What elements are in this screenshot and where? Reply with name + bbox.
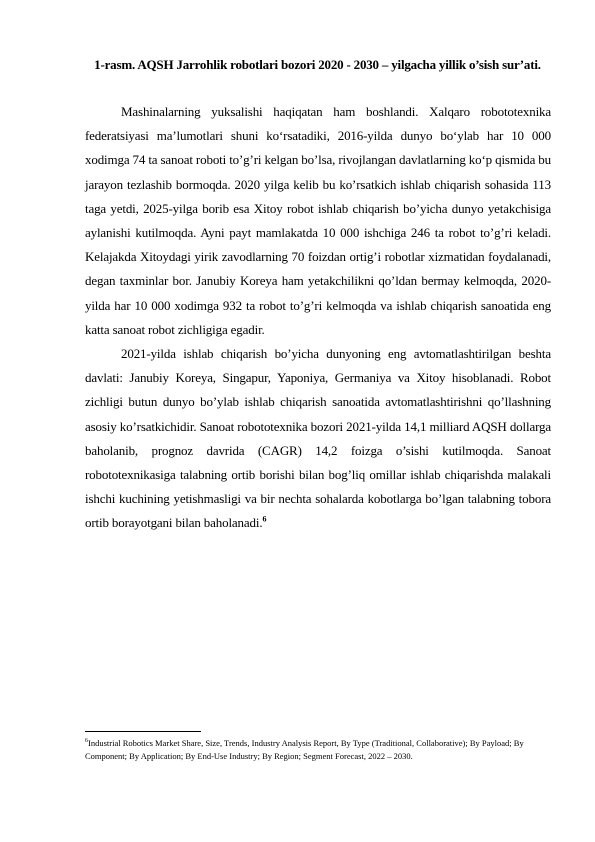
paragraph-2-text: 2021-yilda ishlab chiqarish bo’yicha dunyoning eng avtomatlashtirilgan beshta davlati: Janubiy Koreya, Singapur, Yaponiya, Germaniya va Xitoy hisoblanadi. Robot zichligi butun dunyo bo’ylab ishlab chiqarish sanoatida avtomatlashtirishni qo’llashning asosiy ko’rsatkichidir. Sanoat robototexnika bozori 2021-yilda 14,1 milliard AQSH dollarga baholanib, prognoz davrida (CAGR) 14,2 foizga o’sishi kutilmoqda. Sanoat robototexnikasiga talabning ortib borishi bilan bog’liq omillar ishlab chiqarishda malakali ishchi kuchining yetishmasligi va bir nechta sohalarda kobotlarga bo’lgan talabning tobora ortib borayotgani bilan baholanadi. — [85, 346, 551, 531]
paragraph-2 — [85, 342, 551, 536]
footnote-reference[interactable]: 6 — [262, 515, 267, 525]
footnote-text: Industrial Robotics Market Share, Size, Trends, Industry Analysis Report, By Type (Traditional, Collaborative); By Payload; By Component; By Application; By End-Use Industry; By Region; Segment Forecast, 2022 – 2030. — [85, 738, 524, 761]
paragraph-1: Mashinalarning yuksalishi haqiqatan ham boshlandi. Xalqaro robototexnika federatsiyasi maʼlumotlari shuni ko‘rsatadiki, 2016-yilda dunyo bo‘ylab har 10 000 xodimga 74 ta sanoat roboti to’g’ri kelgan bo’lsa, rivojlangan davlatlarning ko‘p qismida bu jarayon tezlashib bormoqda. 2020 yilga kelib bu ko’rsatkich ishlab chiqarish sohasida 113 taga yetdi, 2025-yilga borib esa Xitoy robot ishlab chiqarish bo’yicha dunyo yetakchisiga aylanishi kutilmoqda. Ayni payt mamlakatda 10 000 ishchiga 246 ta robot to’g’ri keladi. Kelajakda Xitoydagi yirik zavodlarning 70 foizdan ortig’i robotlar xizmatidan foydalanadi, degan taxminlar bor. Janubiy Koreya ham yetakchilikni qo’ldan bermay kelmoqda, 2020-yilda har 10 000 xodimga 932 ta robot to’g’ri kelmoqda va ishlab chiqarish sanoatida eng katta sanoat robot zichligiga egadir. — [85, 104, 552, 337]
footnote-separator — [85, 731, 201, 732]
footnote-mark: 6 — [85, 738, 88, 745]
body-text — [85, 100, 551, 536]
footnote — [85, 737, 555, 762]
figure-caption: 1-rasm. AQSH Jarrohlik robotlari bozori 2020 - 2030 – yilgacha yillik o’sish sur’ati. — [94, 57, 541, 72]
